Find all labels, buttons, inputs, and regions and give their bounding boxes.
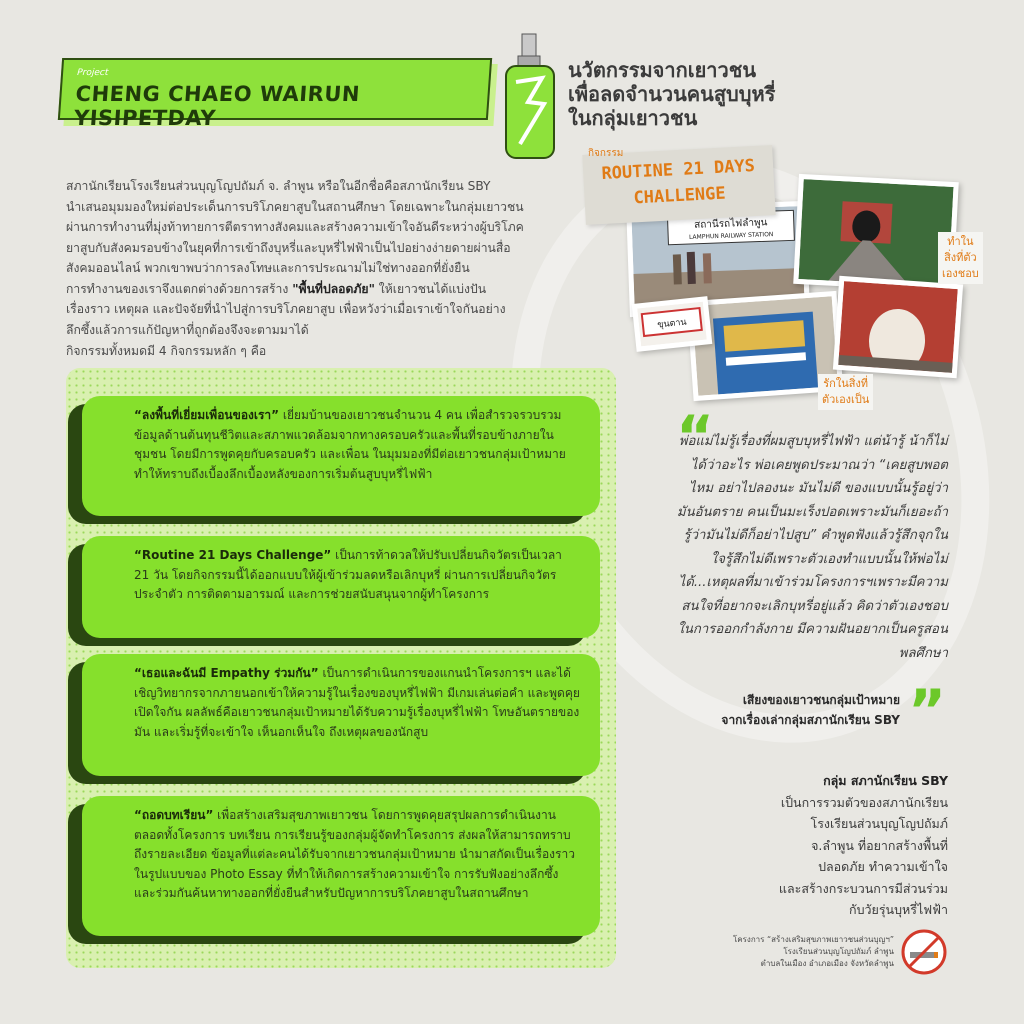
quote-source-line: เสียงของเยาวชนกลุ่มเป้าหมาย xyxy=(742,693,900,707)
intro-paragraph xyxy=(66,176,566,340)
intro-line: เรื่องราว เหตุผล และปัจจัยที่นำไปสู่การบริโภคยาสูบ เพื่อหวังว่าเมื่อเราเข้าใจกันอย่าง xyxy=(66,302,506,316)
vape-icon xyxy=(502,32,562,162)
project-title: CHENG CHAEO WAIRUN YISIPETDAY xyxy=(73,82,361,130)
activity-title: “ถอดบทเรียน” xyxy=(134,808,214,822)
activity-card xyxy=(82,536,600,638)
group-title: กลุ่ม สภานักเรียน SBY xyxy=(823,773,948,788)
station-sign-thai: สถานีรถไฟลำพูน xyxy=(693,217,768,231)
activity-title: “Routine 21 Days Challenge” xyxy=(134,548,332,562)
train-image xyxy=(692,296,838,396)
tag-line-1: ROUTINE 21 DAYS xyxy=(601,156,756,185)
group-line: กับวัยรุ่นบุหรี่ไฟฟ้า xyxy=(849,902,948,917)
photo-tunnel-tracks xyxy=(793,174,959,292)
tunnel-tracks-image xyxy=(798,179,953,287)
activity-card xyxy=(82,796,600,936)
note-line: ทำใน xyxy=(947,235,974,248)
group-line: เป็นการรวมตัวของสภานักเรียน xyxy=(780,794,948,810)
tag-line-2: CHALLENGE xyxy=(633,183,727,209)
safe-space-highlight: "พื้นที่ปลอดภัย" xyxy=(292,281,375,296)
intro-line: สังคมออนไลน์ พวกเขาพบว่าการลงโทษและการประณามไม่ใช่ทางออกที่ยั่งยืน xyxy=(66,261,470,275)
activity-text: เยี่ยมบ้านของเยาวชนจำนวน 4 คน เพื่อสำรวจรวบรวมข้อมูลด้านต้นทุนชีวิตและสภาพแวดล้อมจากทางครอบครัวและพื้นที่รอบข้างภายในชุมชน โดยมีการพูดคุยกับครอบครัว และเพื่อน ในมุมมองที่มีต่อเยาวชนกลุ่มเป้าหมาย ทำให้ทราบถึงเบื้องลึกเบื้องหลังของการเริ่มต้นสูบบุหรี่ไฟฟ้า xyxy=(134,408,566,481)
activity-text: เพื่อสร้างเสริมสุขภาพเยาวชน โดยการพูดคุยสรุปผลการดำเนินงานตลอดทั้งโครงการ บทเรียน การเรียนรู้ของกลุ่มผู้จัดทำโครงการ ส่งผลให้สามารถทราบถึงรายละเอียด ข้อมูลที่แต่ละคนได้รับจากเยาวชนกลุ่มเป้าหมาย นำมาสกัดเป็นเรื่องราวในรูปแบบของ Photo Essay ที่ทำให้เกิดการสร้างความเข้าใจ การรับฟังอย่างลึกซึ้ง และร่วมกันค้นหาทางออกที่ยั่งยืนสำหรับปัญหาการบริโภคยาสูบในสถานศึกษา xyxy=(134,808,575,900)
footer-line: ตำบลในเมือง อำเภอเมือง จังหวัดลำพูน xyxy=(760,959,894,968)
tunnel-group-image xyxy=(838,281,958,373)
photo-note-bottom xyxy=(818,374,873,410)
headline-line: เพื่อลดจำนวนคนสูบบุหรี่ xyxy=(568,82,776,106)
intro-line: ยาสูบกับสังคมรอบข้างในยุคที่การเข้าถึงบุหรี่และบุหรี่ไฟฟ้าเป็นไปอย่างง่ายดายผ่านสื่อ xyxy=(66,240,511,255)
intro-line: ลึกซึ้งแล้วการแก้ปัญหาที่ถูกต้องจึงจะตามมาได้ xyxy=(66,322,309,337)
group-description xyxy=(720,770,948,921)
note-line: เองชอบ xyxy=(942,267,979,280)
activity-text: เป็นการท้าดวลให้ปรับเปลี่ยนกิจวัตรเป็นเวลา 21 วัน โดยกิจกรรมนี้ได้ออกแบบให้ผู้เข้าร่วมลดหรือเลิกบุหรี่ ผ่านการเปลี่ยนกิจวัตรประจำตัว การติดตามอารมณ์ และการช่วยสนับสนุนจากผู้ทำโครงการ xyxy=(134,548,562,601)
no-smoking-icon xyxy=(900,928,948,976)
quote-source xyxy=(660,690,900,730)
note-line: รักในสิ่งที่ xyxy=(823,377,869,390)
quote-source-line: จากเรื่องเล่ากลุ่มสภานักเรียน SBY xyxy=(721,713,900,727)
intro-line: นำเสนอมุมมองใหม่ต่อประเด็นการบริโภคยาสูบในสถานศึกษา โดยเฉพาะในกลุ่มเยาวชน xyxy=(66,199,524,214)
activity-text: เป็นการดำเนินการของแกนนำโครงการฯ และได้เชิญวิทยากรจากภายนอกเข้าให้ความรู้ในเรื่องของบุหรี่ไฟฟ้า มีเกมเล่นต่อคำ และพูดคุยเปิดใจกัน ผลลัพธ์คือเยาวชนกลุ่มเป้าหมายได้รับความรู้เรื่องบุหรี่ไฟฟ้า โทษอันตรายของมัน และเริ่มรู้ที่จะเข้าใจ เห็นอกเห็นใจ ถึงเหตุผลของนักสูบ xyxy=(134,666,580,739)
group-line: โรงเรียนส่วนบุญโญปถัมภ์ xyxy=(810,816,948,831)
intro-line xyxy=(66,279,566,300)
quote-text: พ่อแม่ไม่รู้เรื่องที่ผมสูบบุหรี่ไฟฟ้า แต่น้ารู้ น้าก็ไม่ได้ว่าอะไร พ่อเคยพูดประมาณว่า “เคยสูบพอตไหม อย่าไปลองนะ มันไม่ดี ของแบบนั้นรู้อยู่ว่ามันอันตราย คนเป็นมะเร็งปอดเพราะมันก็เยอะถ้ารู้ว่ามันไม่ดีก็อย่าไปสูบ” คำพูดฟังแล้วรู้สึกจุกในใจรู้สึกไม่ดีเพราะตัวเองทำแบบนั้นให้พ่อไม่ได้...เหตุผลที่มาเข้าร่วมโครงการฯเพราะมีความสนใจที่อยากจะเลิกบุหรี่อยู่แล้ว คิดว่าตัวเองชอบในการออกกำลังกาย มีความฝันอยากเป็นครูสอนพลศึกษา xyxy=(676,434,948,661)
group-line: จ.ลำพูน ที่อยากสร้างพื้นที่ xyxy=(811,837,948,853)
photo-tunnel-group xyxy=(833,276,963,378)
project-label: Project xyxy=(76,68,109,78)
activity-title: “เธอและฉันมี Empathy ร่วมกัน” xyxy=(134,666,319,680)
headline-line: ในกลุ่มเยาวชน xyxy=(568,106,698,130)
sign-image xyxy=(637,302,707,347)
activities-lead: กิจกรรมทั้งหมดมี 4 กิจกรรมหลัก ๆ คือ xyxy=(66,344,267,358)
group-line: และสร้างกระบวนการมีส่วนร่วม xyxy=(778,880,948,896)
quote-close-icon: ” xyxy=(908,677,947,745)
activity-card xyxy=(82,396,600,516)
small-sign-text: ขุนตาน xyxy=(656,317,688,331)
activity-card xyxy=(82,654,600,776)
project-banner xyxy=(58,58,492,130)
tag-label: กิจกรรม xyxy=(588,148,624,159)
intro-line: สภานักเรียนโรงเรียนส่วนบุญโญปถัมภ์ จ. ลำพูน หรือในอีกชื่อคือสภานักเรียน SBY xyxy=(66,179,491,193)
activity-title: “ลงพื้นที่เยี่ยมเพื่อนของเรา” xyxy=(134,408,280,422)
footer-line: โครงการ “สร้างเสริมสุขภาพเยาวชนส่วนบุญฯ” xyxy=(732,935,894,944)
headline-line: นวัตกรรมจากเยาวชน xyxy=(568,58,756,82)
photo-note-right xyxy=(938,232,983,284)
note-line: ตัวเองเป็น xyxy=(822,393,870,406)
intro-line: ผ่านการทำงานที่มุ่งท้าทายการตีตราทางสังคมและสร้างความเข้าใจอันดีระหว่างผู้บริโภค xyxy=(66,220,524,234)
footer-credit xyxy=(700,934,894,970)
group-line: ปลอดภัย ทำความเข้าใจ xyxy=(818,859,948,874)
intro-line-post: ให้เยาวชนได้แบ่งปัน xyxy=(374,281,487,296)
note-line: สิ่งที่ตัว xyxy=(944,251,977,264)
footer-line: โรงเรียนส่วนบุญโญปถัมภ์ ลำพูน xyxy=(783,947,894,956)
station-sign-english: LAMPHUN RAILWAY STATION xyxy=(688,231,774,241)
quote-open-icon: “ xyxy=(676,403,715,471)
headline xyxy=(568,58,808,130)
intro-line-pre: การทำงานของเราจึงแตกต่างด้วยการสร้าง xyxy=(66,281,293,296)
photo-sign xyxy=(632,296,713,352)
